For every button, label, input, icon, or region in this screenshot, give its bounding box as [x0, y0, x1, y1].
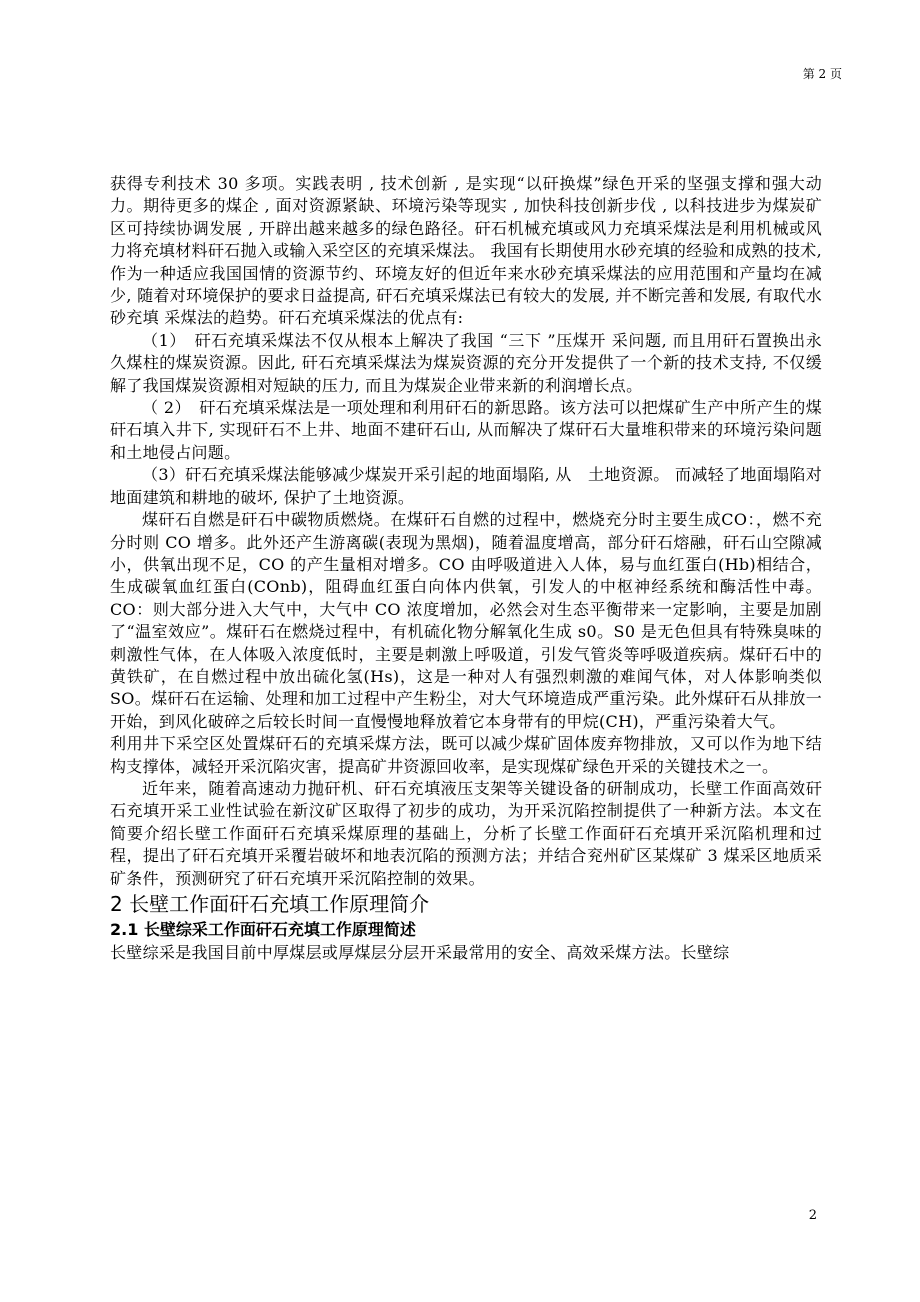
paragraph-advantage-1: （1） 矸石充填采煤法不仅从根本上解决了我国 “三下 ”压煤开 采问题, 而且用矸石置换出永久煤柱的煤炭资源。因此, 矸石充填采煤法为煤炭资源的充分开发提供了一个新的技术支持, 不仅缓解了我国煤炭资源相对短缺的压力, 而且为煤炭企业带来新的利润增长点。 — [110, 330, 822, 395]
paragraph-longwall-intro: 长壁综采是我国目前中厚煤层或厚煤层分层开采最常用的安全、高效采煤方法。长壁综 — [110, 943, 730, 962]
subsection-heading-2-1: 2.1 长壁综采工作面矸石充填工作原理简述 — [110, 920, 416, 939]
paragraph-advantage-2: （ 2） 矸石充填采煤法是一项处理和利用矸石的新思路。该方法可以把煤矿生产中所产生的煤矸石填入井下, 实现矸石不上井、地面不建矸石山, 从而解决了煤矸石大量堆积带来的环境污染问题和土地侵占问题。 — [110, 398, 822, 462]
section-heading-2: 2 长壁工作面矸石充填工作原理简介 — [110, 892, 430, 916]
paragraph-gangue-combustion: 煤矸石自燃是矸石中碳物质燃烧。在煤矸石自燃的过程中，燃烧充分时主要生成CO：，燃不充分时则 CO 增多。此外还产生游离碳(表现为黑烟)，随着温度增高，部分矸石熔融，矸石山空隙减小，供氧出现不足，CO 的产生量相对增多。CO 由呼吸道进入人体，易与血红蛋白(Hb)相结合，生成碳氧血红蛋白(COnb)，阻碍血红蛋白向体内供氧，引发人的中枢神经系统和酶活性中毒。CO：则大部分进入大气中，大气中 CO 浓度增加，必然会对生态平衡带来一定影响，主要是加剧了“温室效应”。煤矸石在燃烧过程中，有机硫化物分解氧化生成 s0。S0 是无色但具有特殊臭味的刺激性气体，在人体吸入浓度低时，主要是刺激上呼吸道，引发气管炎等呼吸道疾病。煤矸石中的黄铁矿，在自燃过程中放出硫化氢(Hs)，这是一种对人有强烈刺激的难闻气体，对人体影响类似 SO。煤矸石在运输、处理和加工过程中产生粉尘，对大气环境造成严重污染。此外煤矸石从排放一开始，到风化破碎之后较长时间一直慢慢地释放着它本身带有的甲烷(CH)，严重污染着大气。 — [110, 510, 822, 731]
paragraph-backfill-method: 利用井下采空区处置煤矸石的充填采煤方法，既可以减少煤矿固体废弃物排放，又可以作为地下结构支撑体，减轻开采沉陷灾害，提高矿井资源回收率，是实现煤矿绿色开采的关键技术之一。 — [110, 734, 822, 776]
page-number: 2 — [808, 1208, 817, 1223]
page-header-label: 第 2 页 — [802, 67, 842, 81]
paragraph-recent-years: 近年来，随着高速动力抛矸机、矸石充填液压支架等关键设备的研制成功，长壁工作面高效矸石充填开采工业性试验在新汶矿区取得了初步的成功，为开采沉陷控制提供了一种新方法。本文在简要介绍长壁工作面矸石充填采煤原理的基础上，分析了长壁工作面矸石充填开采沉陷机理和过程，提出了矸石充填开采覆岩破坏和地表沉陷的预测方法；并结合兖州矿区某煤矿 3 煤采区地质采矿条件，预测研究了矸石充填开采沉陷控制的效果。 — [110, 778, 822, 888]
paragraph-1: 获得专利技术 30 多项。实践表明 , 技术创新 , 是实现“以矸换煤”绿色开采的坚强支撑和强大动力。期待更多的煤企 , 面对资源紧缺、环境污染等现实 , 加快科技创新步伐 , 以科技进步为煤炭矿区可持续协调发展 , 开辟出越来越多的绿色路径。矸石机械充填或风力充填采煤法是利用机械或风力将充填材料矸石抛入或输入采空区的充填采煤法。 我国有长期使用水砂充填的经验和成熟的技术, 作为一种适应我国国情的资源节约、环境友好的但近年来水砂充填采煤法的应用范围和产量均在减少, 随着对环境保护的要求日益提高, 矸石充填采煤法已有较大的发展, 并不断完善和发展, 有取代水砂充填 采煤法的趋势。矸石充填采煤法的优点有: — [110, 174, 822, 328]
document-body — [110, 173, 822, 964]
paragraph-advantage-3: （3）矸石充填采煤法能够减少煤炭开采引起的地面塌陷, 从 土地资源。 而减轻了地面塌陷对地面建筑和耕地的破坏, 保护了土地资源。 — [110, 465, 822, 507]
